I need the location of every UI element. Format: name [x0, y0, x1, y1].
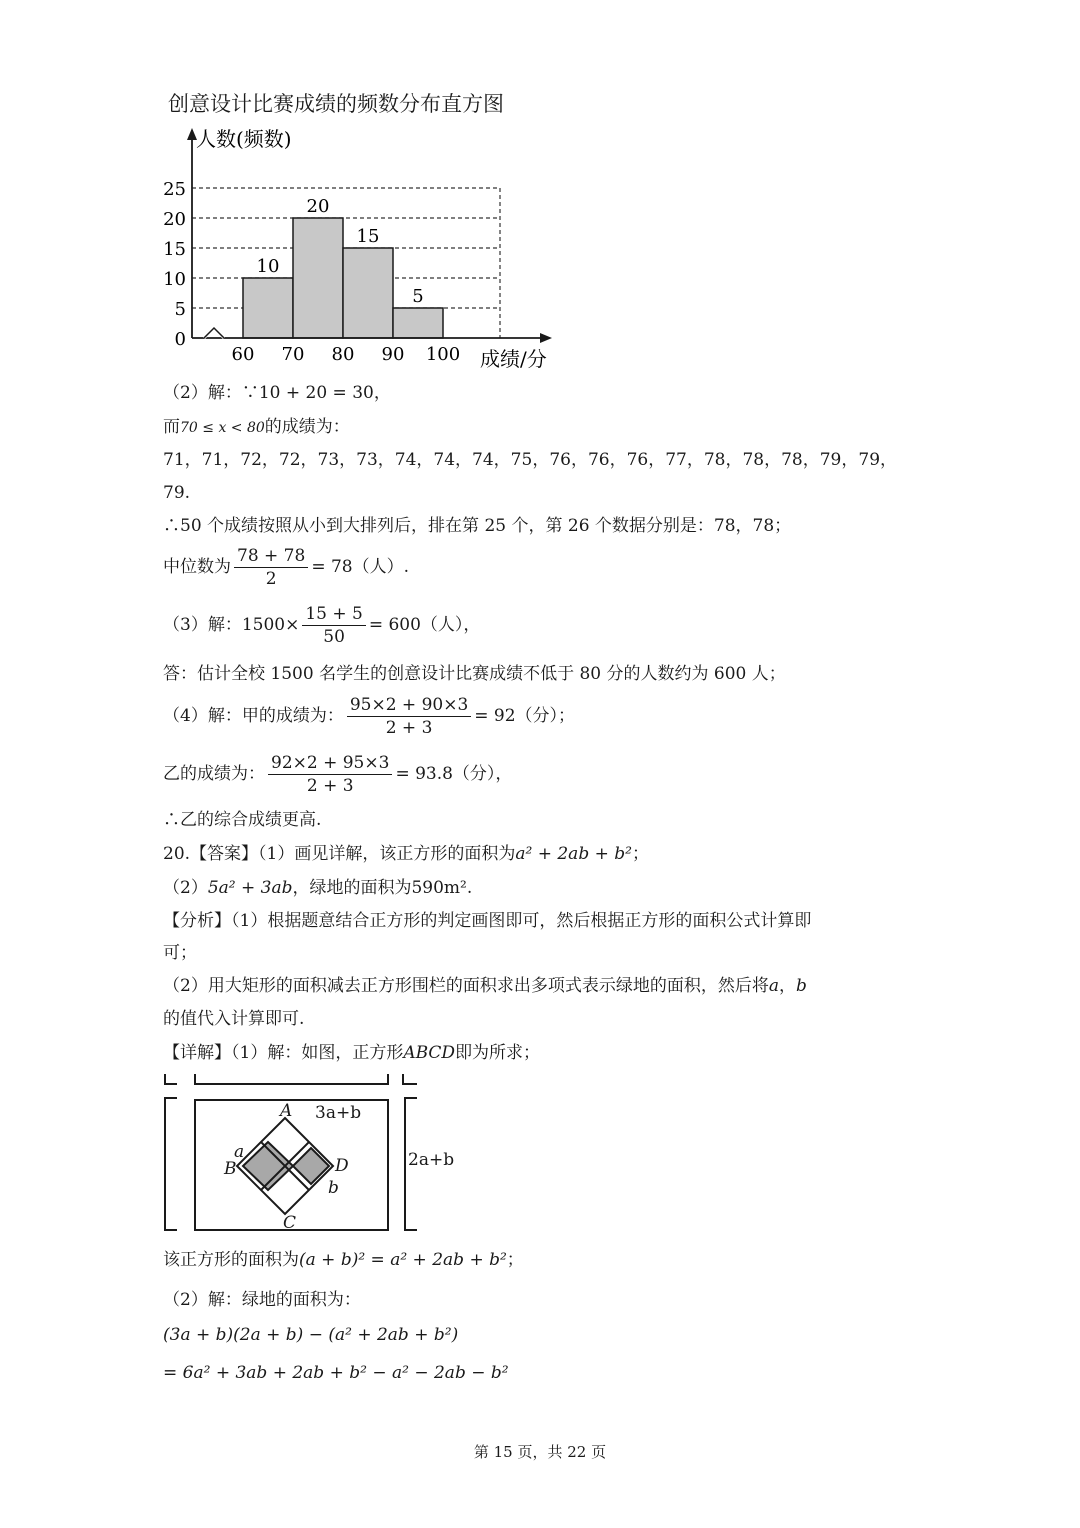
label-width: 3a+b	[315, 1103, 362, 1123]
x-tick-80: 80	[331, 344, 355, 365]
part2-heading: （2）解：绿地的面积为：	[163, 1290, 361, 1310]
scores-list: 71，71，72，72，73，73，74，74，74，75，76，76，76，77，78，78，78，79，79，	[163, 450, 898, 470]
label-C: C	[283, 1213, 297, 1233]
part3-answer: 答：估计全校 1500 名学生的创意设计比赛成绩不低于 80 分的人数约为 600 人；	[163, 664, 786, 684]
label-a: a	[234, 1142, 245, 1162]
greenland-expr-1: (3a + b)(2a + b) − (a² + 2ab + b²)	[163, 1325, 459, 1345]
y-tick-15: 15	[163, 239, 186, 260]
x-tick-60: 60	[231, 344, 255, 365]
x-tick-70: 70	[281, 344, 305, 365]
label-b: b	[328, 1178, 339, 1198]
q20-analysis-2: （2）用大矩形的面积减去正方形围栏的面积求出多项式表示绿地的面积，然后将a，b	[163, 976, 807, 996]
bar-90-100	[393, 308, 443, 338]
chart-title: 创意设计比赛成绩的频数分布直方图	[168, 92, 504, 116]
bar-label-80-90: 15	[356, 226, 380, 247]
bar-label-90-100: 5	[412, 286, 424, 307]
label-height: 2a+b	[408, 1150, 455, 1170]
square-area-line: 该正方形的面积为(a + b)² = a² + 2ab + b²；	[163, 1250, 524, 1270]
q20-detail: 【详解】（1）解：如图，正方形ABCD即为所求；	[163, 1043, 541, 1063]
x-axis-label: 成绩/分	[480, 347, 547, 371]
greenland-expr-2: = 6a² + 3ab + 2ab + b² − a² − 2ab − b²	[163, 1363, 509, 1383]
y-tick-0: 0	[174, 329, 186, 350]
square-fence-figure	[155, 1068, 475, 1240]
solution-part2-line2: 而70 ≤ x < 80的成绩为：	[163, 417, 350, 437]
x-axis-arrow	[540, 333, 552, 343]
label-A: A	[280, 1101, 293, 1121]
y-tick-20: 20	[163, 209, 186, 230]
q20-analysis-1: 【分析】（1）根据题意结合正方形的判定画图即可，然后根据正方形的面积公式计算即	[163, 911, 812, 931]
y-tick-25: 25	[163, 179, 186, 200]
page-footer: 第 15 页，共 22 页	[473, 1443, 607, 1461]
y-tick-10: 10	[163, 269, 186, 290]
x-tick-100: 100	[425, 344, 461, 365]
part3-line: （3）解：1500× $\frac{15 + 5}{50}$ = 600（人），	[163, 604, 481, 647]
bar-80-90	[343, 248, 393, 338]
y-tick-5: 5	[174, 299, 186, 320]
q20-analysis-2b: 的值代入计算即可.	[163, 1009, 305, 1029]
q20-answer-1: 20.【答案】（1）画见详解，该正方形的面积为a² + 2ab + b²；	[163, 844, 649, 864]
axis-break-mask	[204, 328, 224, 338]
scores-list-end: 79.	[163, 483, 191, 503]
q20-analysis-1b: 可；	[163, 943, 197, 963]
sorted-statement: ∴50 个成绩按照从小到大排列后，排在第 25 个，第 26 个数据分别是：78，78；	[163, 516, 792, 536]
bar-70-80	[293, 218, 343, 338]
part4-conclusion: ∴乙的综合成绩更高.	[163, 810, 322, 830]
bar-label-70-80: 20	[306, 196, 330, 217]
part4-line2: 乙的成绩为： $\frac{92\times 2 + 95\times 3}{2 + 3}$ = 93.8（分），	[163, 753, 513, 796]
label-B: B	[224, 1159, 237, 1179]
median-line: 中位数为 $\frac{78 + 78}{2}$ = 78（人）.	[163, 546, 410, 589]
histogram-chart	[150, 120, 580, 380]
x-tick-90: 90	[381, 344, 405, 365]
part4-line1: （4）解：甲的成绩为： $\frac{95\times 2 + 90\times 3}{2 + 3}$ = 92（分）；	[163, 695, 576, 738]
solution-part2-line1: （2）解：∵10 + 20 = 30，	[163, 383, 391, 403]
bar-label-60-70: 10	[256, 256, 280, 277]
label-D: D	[335, 1156, 349, 1176]
y-axis-label: 人数(频数)	[196, 127, 292, 151]
bar-60-70	[243, 278, 293, 338]
q20-answer-2: （2）5a² + 3ab，绿地的面积为590m².	[163, 878, 473, 898]
